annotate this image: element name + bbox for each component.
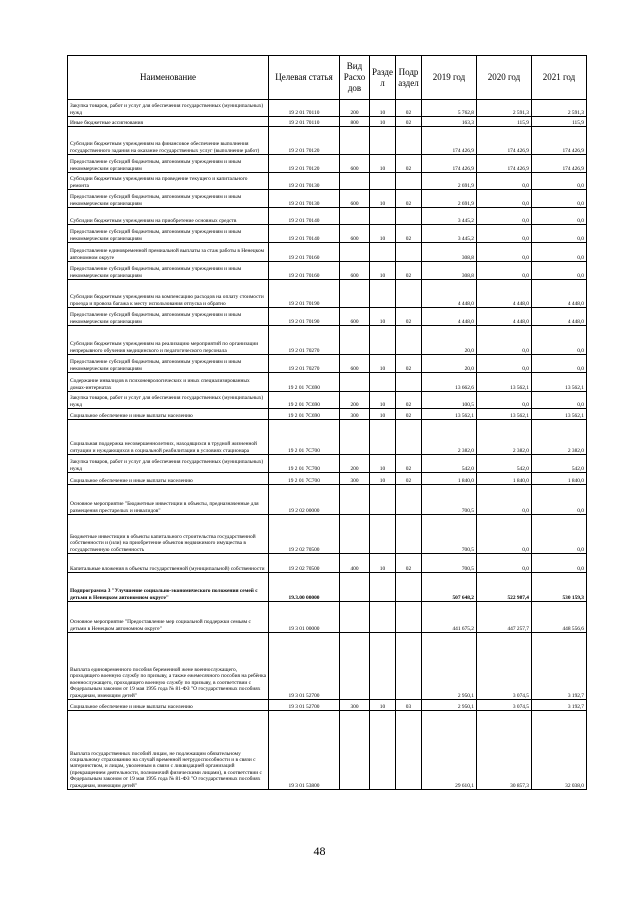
table-row (68, 190, 587, 208)
cell-2019: 308,8 (422, 243, 477, 262)
cell-2021: 530 159,3 (532, 573, 587, 602)
cell-target-article: 19 3 01 52700 (269, 700, 340, 711)
cell-section: 10 (370, 409, 396, 420)
cell-name: Субсидии бюджетным учреждениям на компенсацию расходов на оплату стоимости проезда и провоза багажа к месту использования отпуска и обратно (68, 280, 269, 308)
cell-name: Предоставление субсидий бюджетным, автономным учреждениям и иным некоммерческим организациям (68, 155, 269, 173)
table-row (68, 420, 587, 455)
cell-expense-type (340, 208, 370, 225)
table-row (68, 392, 587, 409)
cell-2021: 0,0 (532, 262, 587, 280)
cell-subsection (396, 420, 422, 455)
cell-name: Социальная поддержка несовершеннолетних, находящихся в трудной жизненной ситуации и нуждающихся в социальной реабилитации в условиях стационара (68, 420, 269, 455)
cell-2020: 4 448,0 (477, 308, 532, 326)
table-row (68, 602, 587, 633)
cell-subsection (396, 127, 422, 155)
cell-2021: 0,0 (532, 243, 587, 262)
cell-2020: 3 074,5 (477, 700, 532, 711)
table-row (68, 173, 587, 190)
table-row (68, 243, 587, 262)
cell-section (370, 573, 396, 602)
cell-subsection: 02 (396, 262, 422, 280)
cell-section: 10 (370, 155, 396, 173)
cell-target-article: 19 2 01 70110 (269, 100, 340, 117)
cell-2019: 2 950,1 (422, 633, 477, 700)
cell-2020: 3 074,5 (477, 633, 532, 700)
cell-target-article: 19 2 01 70270 (269, 355, 340, 373)
table-row (68, 225, 587, 243)
cell-subsection (396, 326, 422, 355)
header-target-article: Целевая статья (269, 56, 340, 100)
table-row (68, 700, 587, 711)
cell-subsection: 02 (396, 392, 422, 409)
cell-subsection: 02 (396, 190, 422, 208)
cell-expense-type (340, 515, 370, 554)
cell-expense-type (340, 573, 370, 602)
cell-target-article: 19 2 01 70190 (269, 308, 340, 326)
cell-2021: 4 448,0 (532, 308, 587, 326)
cell-expense-type: 200 (340, 100, 370, 117)
cell-name: Социальное обеспечение и иные выплаты населению (68, 473, 269, 485)
cell-target-article: 19 2 01 70120 (269, 127, 340, 155)
cell-2021: 0,0 (532, 485, 587, 515)
cell-2021: 2 591,3 (532, 100, 587, 117)
cell-2020: 0,0 (477, 262, 532, 280)
cell-2021: 0,0 (532, 326, 587, 355)
cell-expense-type: 300 (340, 700, 370, 711)
table-row (68, 515, 587, 554)
table-row (68, 711, 587, 790)
cell-2020: 0,0 (477, 355, 532, 373)
cell-2020: 0,0 (477, 485, 532, 515)
cell-expense-type: 600 (340, 262, 370, 280)
cell-name: Субсидии бюджетным учреждениям на проведение текущего и капитального ремонта (68, 173, 269, 190)
cell-name: Предоставление субсидий бюджетным, автономным учреждениям и иным некоммерческим организациям (68, 190, 269, 208)
cell-target-article: 19 3 01 00000 (269, 602, 340, 633)
cell-name: Предоставление единовременной премиальной выплаты за стаж работы в Ненецком автономном округе (68, 243, 269, 262)
cell-2019: 3 445,2 (422, 208, 477, 225)
cell-2019: 174 426,9 (422, 155, 477, 173)
table-row (68, 262, 587, 280)
cell-section: 10 (370, 392, 396, 409)
cell-name: Субсидии бюджетным учреждениям на реализацию мероприятий по организации непрерывного обучения медицинского и педагогического персонала (68, 326, 269, 355)
cell-expense-type: 300 (340, 409, 370, 420)
cell-section (370, 711, 396, 790)
cell-section (370, 243, 396, 262)
cell-name: Предоставление субсидий бюджетным, автономным учреждениям и иным некоммерческим организациям (68, 225, 269, 243)
cell-expense-type (340, 243, 370, 262)
cell-2021: 0,0 (532, 554, 587, 573)
cell-target-article: 19 2 01 7С700 (269, 473, 340, 485)
cell-expense-type: 600 (340, 155, 370, 173)
cell-2019: 700,5 (422, 515, 477, 554)
header-year-2019: 2019 год (422, 56, 477, 100)
cell-2020: 0,0 (477, 190, 532, 208)
table-row (68, 127, 587, 155)
cell-name: Основное мероприятие "Предоставление мер социальной поддержки семьям с детьми в Ненецком автономном округе" (68, 602, 269, 633)
cell-expense-type (340, 711, 370, 790)
cell-2021: 4 448,0 (532, 280, 587, 308)
cell-expense-type: 300 (340, 473, 370, 485)
cell-expense-type (340, 420, 370, 455)
cell-section: 10 (370, 473, 396, 485)
cell-subsection (396, 173, 422, 190)
cell-name: Содержание инвалидов в психоневрологических и иных специализированных домах-интернатах (68, 373, 269, 392)
header-year-2020: 2020 год (477, 56, 532, 100)
cell-subsection: 02 (396, 155, 422, 173)
cell-subsection (396, 602, 422, 633)
cell-2019: 100,5 (422, 392, 477, 409)
cell-subsection: 03 (396, 700, 422, 711)
cell-expense-type (340, 173, 370, 190)
cell-2021: 115,9 (532, 117, 587, 127)
cell-expense-type: 600 (340, 190, 370, 208)
cell-2019: 2 382,0 (422, 420, 477, 455)
cell-expense-type: 600 (340, 225, 370, 243)
cell-2019: 1 840,0 (422, 473, 477, 485)
cell-section: 10 (370, 554, 396, 573)
cell-2020: 1 840,0 (477, 473, 532, 485)
cell-2021: 13 562,1 (532, 409, 587, 420)
table-row (68, 326, 587, 355)
cell-section: 10 (370, 117, 396, 127)
cell-target-article: 19 2 01 7С700 (269, 420, 340, 455)
cell-section (370, 485, 396, 515)
cell-2021: 3 192,7 (532, 633, 587, 700)
cell-2020: 0,0 (477, 392, 532, 409)
page-number: 48 (313, 844, 326, 858)
cell-2019: 20,0 (422, 355, 477, 373)
cell-2020: 2 382,0 (477, 420, 532, 455)
cell-section (370, 280, 396, 308)
cell-subsection (396, 573, 422, 602)
cell-target-article: 19 2 01 70130 (269, 173, 340, 190)
cell-expense-type (340, 373, 370, 392)
cell-subsection (396, 243, 422, 262)
cell-2019: 441 675,2 (422, 602, 477, 633)
cell-2020: 0,0 (477, 515, 532, 554)
cell-2021: 1 840,0 (532, 473, 587, 485)
cell-target-article: 19 2 01 7С700 (269, 455, 340, 473)
table-row (68, 208, 587, 225)
table-row (68, 100, 587, 117)
cell-2019: 4 448,0 (422, 308, 477, 326)
cell-name: Капитальные вложения в объекты государственной (муниципальной) собственности (68, 554, 269, 573)
cell-2020: 4 448,0 (477, 280, 532, 308)
cell-expense-type (340, 602, 370, 633)
cell-2021: 0,0 (532, 173, 587, 190)
cell-name: Предоставление субсидий бюджетным, автономным учреждениям и иным некоммерческим организациям (68, 308, 269, 326)
cell-expense-type (340, 485, 370, 515)
cell-2020: 0,0 (477, 208, 532, 225)
cell-expense-type: 400 (340, 554, 370, 573)
cell-2021: 0,0 (532, 515, 587, 554)
cell-subsection (396, 280, 422, 308)
table-row (68, 573, 587, 602)
cell-name: Предоставление субсидий бюджетным, автономным учреждениям и иным некоммерческим организациям (68, 262, 269, 280)
header-name: Наименование (68, 56, 269, 100)
cell-2021: 32 038,0 (532, 711, 587, 790)
cell-subsection (396, 711, 422, 790)
cell-2020: 13 562,1 (477, 409, 532, 420)
table-row (68, 155, 587, 173)
cell-name: Закупка товаров, работ и услуг для обеспечения государственных (муниципальных) нужд (68, 392, 269, 409)
cell-2019: 700,5 (422, 485, 477, 515)
cell-target-article: 19 2 01 7С690 (269, 392, 340, 409)
cell-name: Социальное обеспечение и иные выплаты населению (68, 700, 269, 711)
cell-name: Выплата государственных пособий лицам, не подлежащим обязательному социальному страхованию на случай временной нетрудоспособности и в связи с материнством, и лицам, уволенным в связи с ликвидацией организаций (прекращением деятельности, полномочий физическими лицами), в соответствии с Федеральным законом от 19 мая 1995 года № 81-ФЗ "О государственных пособиях гражданам, имеющим детей" (68, 711, 269, 790)
cell-section: 10 (370, 262, 396, 280)
cell-target-article: 19 2 01 70140 (269, 225, 340, 243)
cell-subsection: 02 (396, 308, 422, 326)
cell-expense-type: 600 (340, 355, 370, 373)
table-row (68, 633, 587, 700)
cell-expense-type (340, 127, 370, 155)
cell-section (370, 127, 396, 155)
cell-2019: 542,0 (422, 455, 477, 473)
cell-name: Социальное обеспечение и иные выплаты населению (68, 409, 269, 420)
cell-name: Предоставление субсидий бюджетным, автономным учреждениям и иным некоммерческим организациям (68, 355, 269, 373)
cell-section: 10 (370, 700, 396, 711)
cell-section (370, 420, 396, 455)
cell-2020: 174 426,9 (477, 127, 532, 155)
cell-section (370, 326, 396, 355)
cell-2019: 2 691,9 (422, 190, 477, 208)
cell-name: Подпрограмма 3 "Улучшение социально-экономического положения семей с детьми в Ненецком автономном округе" (68, 573, 269, 602)
table-row (68, 409, 587, 420)
cell-name: Иные бюджетные ассигнования (68, 117, 269, 127)
cell-2020: 30 857,3 (477, 711, 532, 790)
cell-expense-type: 800 (340, 117, 370, 127)
cell-2021: 2 382,0 (532, 420, 587, 455)
cell-2020: 13 562,1 (477, 373, 532, 392)
cell-2021: 3 192,7 (532, 700, 587, 711)
cell-target-article: 19 2 01 7С690 (269, 409, 340, 420)
cell-2020: 447 257,7 (477, 602, 532, 633)
cell-2019: 13 562,1 (422, 409, 477, 420)
cell-target-article: 19 3 01 53800 (269, 711, 340, 790)
cell-2019: 507 648,2 (422, 573, 477, 602)
budget-table (67, 55, 587, 790)
cell-2021: 0,0 (532, 355, 587, 373)
cell-subsection: 02 (396, 409, 422, 420)
cell-2019: 13 662,6 (422, 373, 477, 392)
cell-section: 10 (370, 190, 396, 208)
cell-2019: 2 950,1 (422, 700, 477, 711)
cell-target-article: 19 3 01 52700 (269, 633, 340, 700)
cell-2019: 700,5 (422, 554, 477, 573)
cell-section: 10 (370, 225, 396, 243)
cell-2021: 0,0 (532, 392, 587, 409)
cell-2020: 0,0 (477, 173, 532, 190)
cell-target-article: 19 2 01 70110 (269, 117, 340, 127)
cell-subsection (396, 373, 422, 392)
table-body (68, 100, 587, 790)
cell-name: Закупка товаров, работ и услуг для обеспечения государственных (муниципальных) нужд (68, 100, 269, 117)
cell-2020: 115,9 (477, 117, 532, 127)
cell-2020: 522 987,4 (477, 573, 532, 602)
cell-expense-type: 600 (340, 308, 370, 326)
table-row (68, 373, 587, 392)
cell-2019: 163,3 (422, 117, 477, 127)
cell-section: 10 (370, 100, 396, 117)
cell-target-article: 19 2 01 70160 (269, 262, 340, 280)
cell-2020: 0,0 (477, 554, 532, 573)
cell-section: 10 (370, 355, 396, 373)
cell-subsection (396, 208, 422, 225)
cell-subsection (396, 515, 422, 554)
table-row (68, 554, 587, 573)
cell-2021: 0,0 (532, 225, 587, 243)
cell-section (370, 633, 396, 700)
cell-2021: 13 562,1 (532, 373, 587, 392)
cell-name: Основное мероприятие "Бюджетные инвестиции в объекты, предназначенные для размещения престарелых и инвалидов" (68, 485, 269, 515)
cell-target-article: 19 2 01 70190 (269, 280, 340, 308)
cell-subsection: 02 (396, 100, 422, 117)
cell-subsection (396, 633, 422, 700)
table-row (68, 473, 587, 485)
cell-section (370, 173, 396, 190)
table-row (68, 455, 587, 473)
table-header-row (68, 56, 587, 100)
cell-2020: 542,0 (477, 455, 532, 473)
table-row (68, 355, 587, 373)
cell-target-article: 19 2 02 00000 (269, 485, 340, 515)
cell-expense-type: 200 (340, 455, 370, 473)
cell-2019: 3 445,2 (422, 225, 477, 243)
cell-2019: 20,0 (422, 326, 477, 355)
cell-section (370, 515, 396, 554)
header-year-2021: 2021 год (532, 56, 587, 100)
cell-name: Субсидии бюджетным учреждениям на финансовое обеспечение выполнения государственного задания на оказание государственных услуг (выполнение работ) (68, 127, 269, 155)
cell-2020: 2 591,3 (477, 100, 532, 117)
cell-subsection: 02 (396, 554, 422, 573)
cell-section (370, 208, 396, 225)
cell-subsection: 02 (396, 117, 422, 127)
cell-name: Бюджетные инвестиции в объекты капитального строительства государственной собственности и (или) на приобретение объектов недвижимого имущества в государственную собственность (68, 515, 269, 554)
table-row (68, 117, 587, 127)
cell-target-article: 19 2 01 70130 (269, 190, 340, 208)
cell-2020: 174 426,9 (477, 155, 532, 173)
header-subsection: Подр аздел (396, 56, 422, 100)
table-row (68, 280, 587, 308)
cell-target-article: 19 2 01 7С690 (269, 373, 340, 392)
cell-subsection: 02 (396, 355, 422, 373)
cell-section: 10 (370, 455, 396, 473)
cell-target-article: 19 2 01 70270 (269, 326, 340, 355)
cell-subsection: 02 (396, 473, 422, 485)
cell-2021: 174 426,9 (532, 155, 587, 173)
cell-subsection: 02 (396, 225, 422, 243)
cell-2021: 0,0 (532, 208, 587, 225)
cell-section: 10 (370, 308, 396, 326)
table-row (68, 308, 587, 326)
cell-target-article: 19 2 01 70160 (269, 243, 340, 262)
cell-expense-type (340, 326, 370, 355)
cell-subsection: 02 (396, 455, 422, 473)
cell-target-article: 19 2 01 70140 (269, 208, 340, 225)
cell-target-article: 19 2 02 70500 (269, 515, 340, 554)
cell-2019: 4 448,0 (422, 280, 477, 308)
cell-name: Субсидии бюджетным учреждениям на приобретение основных средств (68, 208, 269, 225)
cell-expense-type (340, 633, 370, 700)
cell-2020: 0,0 (477, 326, 532, 355)
cell-2020: 0,0 (477, 243, 532, 262)
header-expense-type: Вид Расхо дов (340, 56, 370, 100)
cell-section (370, 602, 396, 633)
cell-2019: 2 691,9 (422, 173, 477, 190)
table-row (68, 485, 587, 515)
cell-2019: 29 610,1 (422, 711, 477, 790)
cell-target-article: 19 2 02 70500 (269, 554, 340, 573)
cell-target-article: 19.3.00 00000 (269, 573, 340, 602)
header-section: Разде л (370, 56, 396, 100)
cell-expense-type: 200 (340, 392, 370, 409)
cell-name: Выплата единовременного пособия беременной жене военнослужащего, проходящего военную службу по призыву, а также ежемесячного пособия на ребёнка военнослужащего, проходящего военную службу по призыву, в соответствии с Федеральным законом от 19 мая 1995 года № 81-ФЗ "О государственных пособиях гражданам, имеющим детей" (68, 633, 269, 700)
cell-2019: 174 426,9 (422, 127, 477, 155)
cell-2021: 174 426,9 (532, 127, 587, 155)
cell-2019: 5 762,8 (422, 100, 477, 117)
cell-subsection (396, 485, 422, 515)
cell-2020: 0,0 (477, 225, 532, 243)
cell-target-article: 19 2 01 70120 (269, 155, 340, 173)
cell-2021: 542,0 (532, 455, 587, 473)
cell-2021: 448 556,6 (532, 602, 587, 633)
cell-expense-type (340, 280, 370, 308)
cell-section (370, 373, 396, 392)
cell-2021: 0,0 (532, 190, 587, 208)
cell-name: Закупка товаров, работ и услуг для обеспечения государственных (муниципальных) нужд (68, 455, 269, 473)
cell-2019: 308,8 (422, 262, 477, 280)
